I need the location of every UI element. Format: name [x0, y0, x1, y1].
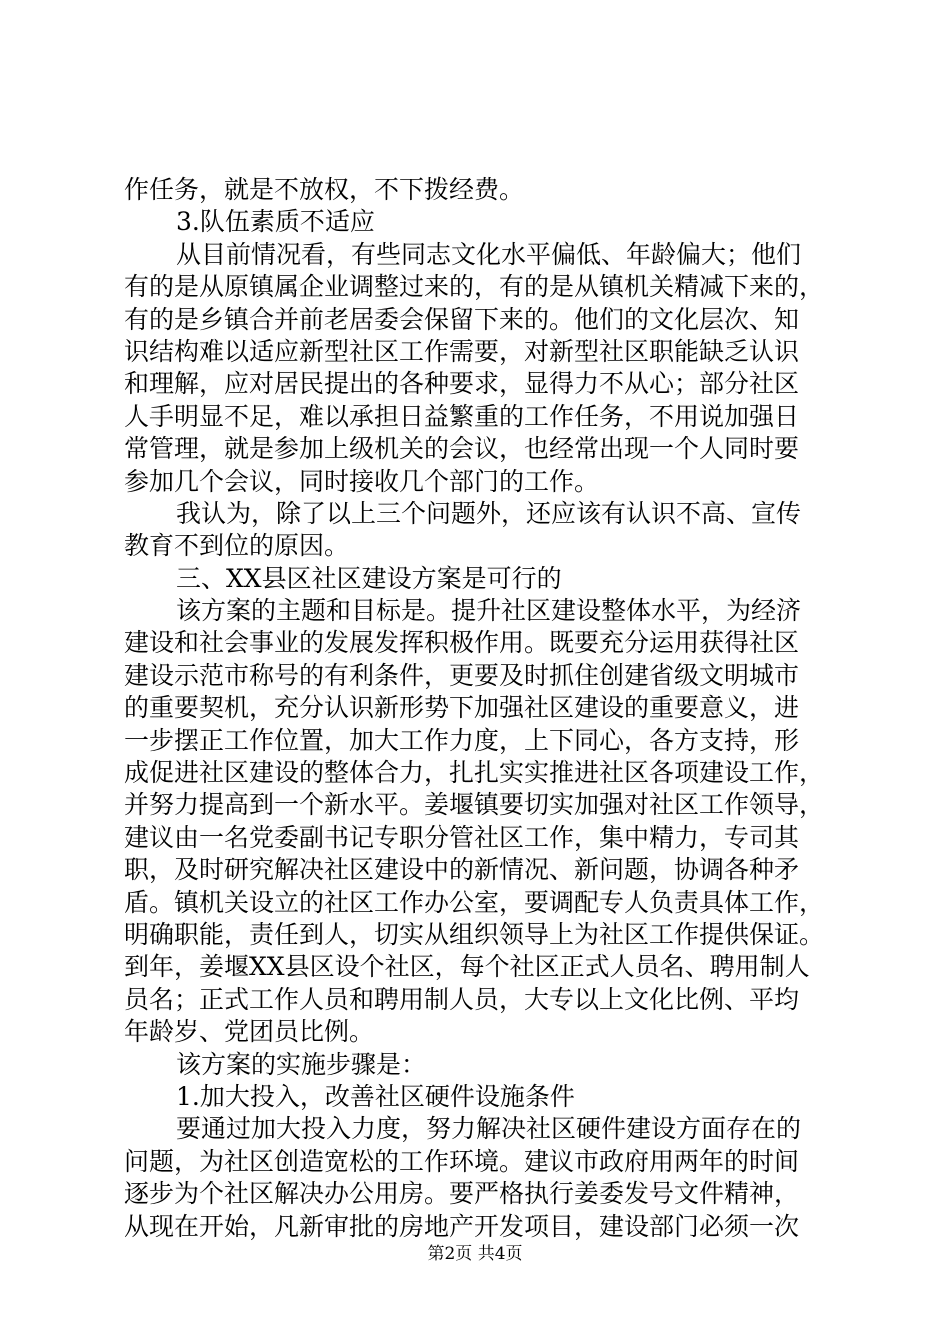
text-line: 到年，姜堰XX县区设个社区，每个社区正式人员名、聘用制人	[124, 952, 810, 982]
text-line: 建设示范市称号的有利条件，更要及时抓住创建省级文明城市	[124, 660, 800, 690]
text-line: 教育不到位的原因。	[124, 531, 350, 561]
paragraph-start-line: 从目前情况看，有些同志文化水平偏低、年龄偏大；他们	[176, 239, 802, 269]
document-body	[124, 174, 836, 1243]
text-line: 明确职能，责任到人，切实从组织领导上为社区工作提供保证。	[124, 919, 825, 949]
page-number-footer: 第2页 共4页	[427, 1244, 523, 1264]
text-line: 一步摆正工作位置，加大工作力度，上下同心，各方支持，形	[124, 725, 800, 755]
text-line: 员名；正式工作人员和聘用制人员，大专以上文化比例、平均	[124, 984, 800, 1014]
text-line: 作任务，就是不放权，不下拨经费。	[124, 175, 525, 204]
section-heading: 三、XX县区社区建设方案是可行的	[176, 563, 562, 593]
text-line: 问题，为社区创造宽松的工作环境。建议市政府用两年的时间	[124, 1146, 800, 1176]
section-heading: 1.加大投入，改善社区硬件设施条件	[176, 1081, 575, 1111]
text-line: 职，及时研究解决社区建设中的新情况、新问题，协调各种矛	[124, 855, 800, 885]
paragraph-start-line: 要通过加大投入力度，努力解决社区硬件建设方面存在的	[176, 1114, 802, 1144]
paragraph-start-line: 该方案的主题和目标是。提升社区建设整体水平，为经济	[176, 596, 802, 626]
text-line: 有的是从原镇属企业调整过来的，有的是从镇机关精减下来的，	[124, 272, 825, 302]
text-line: 盾。镇机关设立的社区工作办公室，要调配专人负责具体工作，	[124, 887, 825, 917]
text-line: 人手明显不足，难以承担日益繁重的工作任务，不用说加强日	[124, 401, 800, 431]
paragraph-start-line: 我认为，除了以上三个问题外，还应该有认识不高、宣传	[176, 498, 802, 528]
text-line: 逐步为个社区解决办公用房。要严格执行姜委发号文件精神，	[124, 1179, 800, 1209]
text-line: 和理解，应对居民提出的各种要求，显得力不从心；部分社区	[124, 369, 800, 399]
text-line: 并努力提高到一个新水平。姜堰镇要切实加强对社区工作领导，	[124, 790, 825, 820]
text-line: 年龄岁、党团员比例。	[124, 1017, 375, 1047]
text-line: 的重要契机，充分认识新形势下加强社区建设的重要意义，进	[124, 693, 800, 723]
text-line: 有的是乡镇合并前老居委会保留下来的。他们的文化层次、知	[124, 304, 800, 334]
paragraph-start-line: 该方案的实施步骤是：	[176, 1049, 427, 1079]
text-line: 从现在开始，凡新审批的房地产开发项目，建设部门必须一次	[124, 1211, 800, 1241]
text-line: 建议由一名党委副书记专职分管社区工作，集中精力，专司其	[124, 822, 800, 852]
text-line: 常管理，就是参加上级机关的会议，也经常出现一个人同时要	[124, 434, 800, 464]
section-heading: 3.队伍素质不适应	[176, 207, 375, 237]
text-line: 成促进社区建设的整体合力，扎扎实实推进社区各项建设工作，	[124, 758, 825, 788]
text-line: 识结构难以适应新型社区工作需要，对新型社区职能缺乏认识	[124, 336, 800, 366]
text-line: 建设和社会事业的发展发挥积极作用。既要充分运用获得社区	[124, 628, 800, 658]
text-line: 参加几个会议，同时接收几个部门的工作。	[124, 466, 600, 496]
